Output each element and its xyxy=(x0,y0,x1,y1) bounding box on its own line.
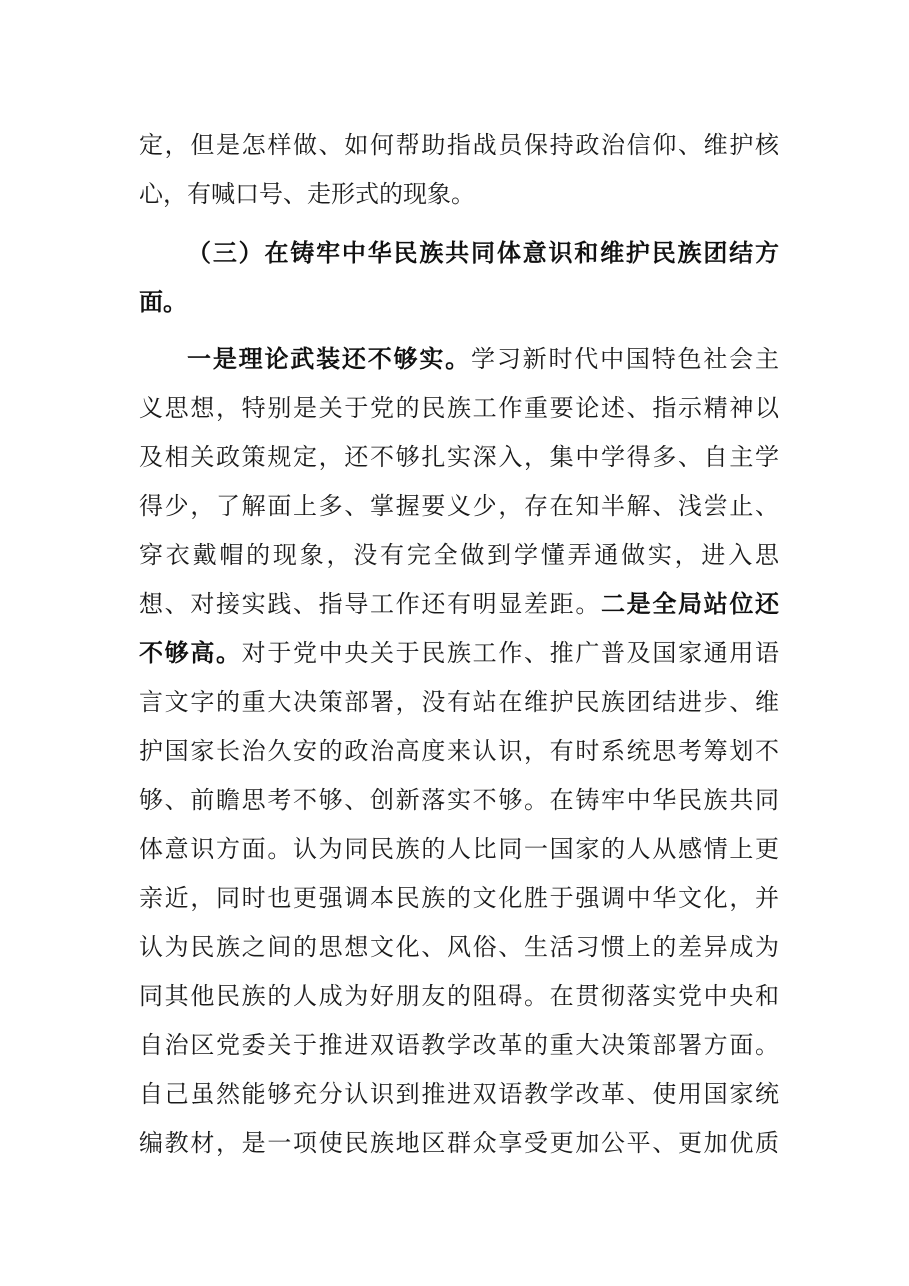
body-line xyxy=(139,927,779,967)
point-two-title: 二是全局站位还 xyxy=(601,589,779,618)
paragraph-first-line xyxy=(139,339,779,379)
heading-text: 面。 xyxy=(139,287,187,316)
line-text: 定，但是怎样做、如何帮助指战员保持政治信仰、维护核 xyxy=(139,131,779,159)
body-line xyxy=(139,878,779,918)
body-line xyxy=(139,535,779,575)
body-line xyxy=(139,125,779,165)
body-line xyxy=(139,1025,779,1065)
body-line xyxy=(139,829,779,869)
point-two-title-continued: 不够高。 xyxy=(139,638,242,667)
line-text: 编教材，是一项使民族地区群众享受更加公平、更加优质 xyxy=(139,1129,779,1157)
body-line xyxy=(139,633,779,673)
line-text: 穿衣戴帽的现象，没有完全做到学懂弄通做实，进入思 xyxy=(139,541,779,569)
body-line xyxy=(139,388,779,428)
line-text: 自己虽然能够充分认识到推进双语教学改革、使用国家统 xyxy=(139,1080,779,1108)
line-text: 得少，了解面上多、掌握要义少，存在知半解、浅尝止、 xyxy=(139,492,779,520)
line-text: 义思想，特别是关于党的民族工作重要论述、指示精神以 xyxy=(139,394,779,422)
line-text: 自治区党委关于推进双语教学改革的重大决策部署方面。 xyxy=(139,1031,779,1059)
body-line xyxy=(139,584,779,624)
body-line xyxy=(139,976,779,1016)
line-text: 对于党中央关于民族工作、推广普及国家通用语 xyxy=(241,639,780,667)
section-heading-continued xyxy=(139,282,779,322)
body-line xyxy=(139,437,779,477)
line-text: 认为民族之间的思想文化、风俗、生活习惯上的差异成为 xyxy=(139,933,779,961)
line-text: 护国家长治久安的政治高度来认识，有时系统思考筹划不 xyxy=(139,737,779,765)
line-text: 够、前瞻思考不够、创新落实不够。在铸牢中华民族共同 xyxy=(139,786,779,814)
line-text: 言文字的重大决策部署，没有站在维护民族团结进步、维 xyxy=(139,688,779,716)
point-one-title: 一是理论武装还不够实。 xyxy=(187,344,471,373)
body-line xyxy=(139,174,779,214)
line-text: 想、对接实践、指导工作还有明显差距。 xyxy=(139,590,601,618)
line-text: 心，有喊口号、走形式的现象。 xyxy=(139,180,475,208)
body-line xyxy=(139,682,779,722)
heading-text: （三）在铸牢中华民族共同体意识和维护民族团结方 xyxy=(187,238,779,267)
line-text: 同其他民族的人成为好朋友的阻碍。在贯彻落实党中央和 xyxy=(139,982,779,1010)
section-heading xyxy=(139,233,779,273)
body-line xyxy=(139,780,779,820)
line-text: 亲近，同时也更强调本民族的文化胜于强调中华文化，并 xyxy=(139,884,779,912)
line-text: 体意识方面。认为同民族的人比同一国家的人从感情上更 xyxy=(139,835,779,863)
body-line xyxy=(139,1074,779,1114)
body-line xyxy=(139,731,779,771)
line-text: 学习新时代中国特色社会主 xyxy=(471,345,779,373)
body-line xyxy=(139,1123,779,1163)
body-line xyxy=(139,486,779,526)
line-text: 及相关政策规定，还不够扎实深入，集中学得多、自主学 xyxy=(139,443,779,471)
